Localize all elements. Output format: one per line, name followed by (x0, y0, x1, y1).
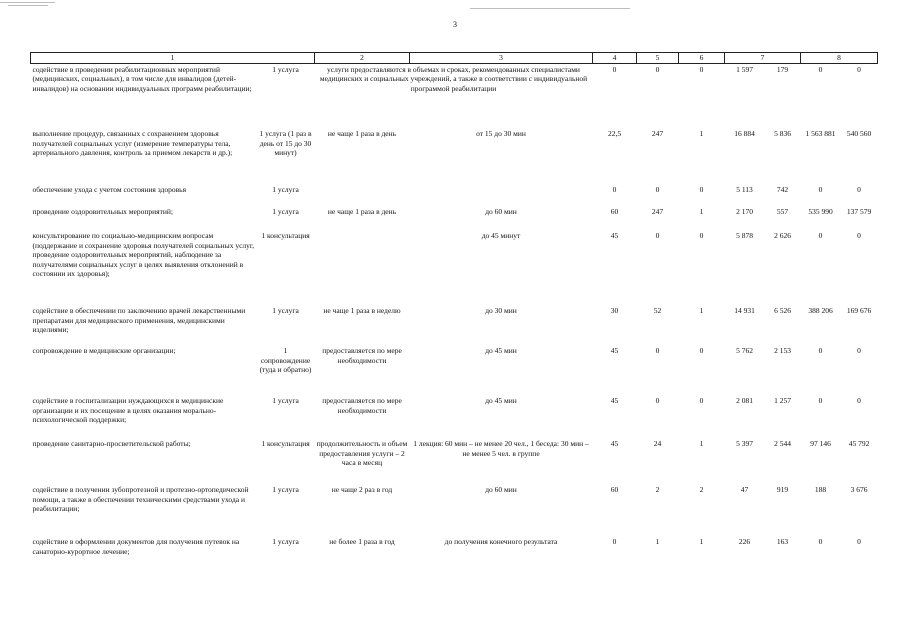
service-unit: 1 услуга (272, 396, 299, 405)
service-duration (410, 184, 593, 206)
table-row (31, 206, 878, 230)
service-frequency: не чаще 1 раза в неделю (323, 306, 401, 315)
col-header-4: 4 (593, 53, 637, 64)
service-duration: 1 лекция: 60 мин – не менее 20 чел., 1 беседа: 30 мин – не менее 5 чел. в группе (413, 439, 589, 458)
value-col6: 0 (699, 346, 704, 355)
service-name: проведение санитарно-просветительской работы; (32, 439, 191, 448)
service-name: содействие в обеспечении по заключению врачей лекарственными препаратами для медицинского применения, медицинскими изделиями; (32, 306, 246, 334)
value-col7a: 5 113 (736, 185, 753, 194)
table-row (31, 536, 878, 566)
scan-artifact-left (0, 2, 55, 3)
service-unit: 1 услуга (272, 485, 299, 494)
service-unit: 1 сопровождение (туда и обратно) (259, 346, 312, 374)
service-frequency (315, 184, 410, 206)
value-col8a: 97 146 (810, 439, 831, 448)
value-col7b: 6 526 (774, 306, 791, 315)
value-col7a: 2 170 (736, 207, 753, 216)
value-col7b: 557 (776, 207, 789, 216)
value-col8b: 0 (857, 537, 861, 546)
service-name: содействие в госпитализации нуждающихся в медицинские организации и их посещение в целях оказания морально-психологической поддержки; (32, 396, 224, 424)
service-frequency (315, 230, 410, 305)
value-col6: 1 (699, 537, 704, 546)
service-unit: 1 услуга (272, 306, 299, 315)
value-col5: 52 (653, 306, 662, 315)
service-frequency: продолжительность и объем предоставления услуги – 2 часа в месяц (316, 439, 408, 467)
service-duration: до получения конечного результата (444, 537, 558, 546)
value-col6: 0 (699, 185, 704, 194)
value-col5: 0 (655, 346, 660, 355)
value-col5: 0 (655, 64, 660, 74)
value-col5: 0 (655, 185, 660, 194)
service-unit: 1 услуга (272, 207, 299, 216)
service-unit: 1 услуга (272, 64, 299, 74)
value-col6: 2 (699, 485, 704, 494)
column-number-row (31, 53, 878, 64)
service-name: выполнение процедур, связанных с сохранением здоровья получателей социальных услуг (измерение температуры тела, артериального давления, контроль за приемом лекарств и др.); (32, 129, 233, 157)
value-col8a: 0 (818, 185, 823, 194)
value-col5: 1 (655, 537, 660, 546)
value-col7b: 2 544 (774, 439, 791, 448)
value-col4: 45 (610, 231, 619, 240)
value-col7b: 179 (776, 64, 789, 74)
col-header-8: 8 (801, 53, 878, 64)
value-col5: 0 (655, 231, 660, 240)
value-col7a: 5 397 (736, 439, 753, 448)
value-col8a: 0 (818, 396, 823, 405)
value-col4: 22,5 (607, 129, 622, 138)
service-duration: от 15 до 30 мин (476, 129, 526, 138)
value-col7b: 919 (776, 485, 789, 494)
service-frequency: предоставляется по мере необходимости (322, 346, 402, 365)
table-row (31, 484, 878, 536)
value-col7b: 742 (776, 185, 789, 194)
value-col7a: 14 931 (734, 306, 755, 315)
value-col4: 45 (610, 346, 619, 355)
services-table (30, 52, 878, 566)
col-header-7: 7 (725, 53, 801, 64)
value-col5: 247 (651, 207, 664, 216)
value-col7a: 226 (738, 537, 751, 546)
value-col4: 60 (610, 485, 619, 494)
value-col8b: 137 579 (846, 207, 872, 216)
value-col8a: 535 990 (808, 207, 833, 216)
service-frequency: не чаще 1 раза в день (327, 207, 397, 216)
value-col4: 45 (610, 396, 619, 405)
service-name: сопровождение в медицинские организации; (32, 346, 176, 355)
value-col6: 1 (699, 439, 704, 448)
scan-artifact-right (470, 8, 630, 9)
value-col8a: 1 563 881 (805, 129, 836, 138)
service-name: содействие в оформлении документов для получения путевок на санаторно-курортное лечение; (32, 537, 240, 556)
value-col8b: 169 676 (846, 306, 872, 315)
value-col4: 60 (610, 207, 619, 216)
service-unit: 1 услуга (1 раз в день от 15 до 30 минут) (259, 129, 312, 157)
value-col7a: 5 878 (736, 231, 753, 240)
service-name: обеспечение ухода с учетом состояния здоровья (32, 185, 187, 194)
value-col8b: 0 (857, 231, 861, 240)
col-header-5: 5 (637, 53, 679, 64)
value-col7a: 2 081 (736, 396, 753, 405)
service-name: консультирование по социально-медицинским вопросам (поддержание и сохранение здоровья получателей социальных услуг, проведение оздоровительных мероприятий, наблюдение за получателями социальных услуг в целях выявления отклонений в состоянии их здоровья); (32, 231, 255, 278)
service-unit: 1 консультация (261, 439, 310, 448)
value-col6: 0 (699, 396, 704, 405)
value-col5: 2 (655, 485, 660, 494)
scan-artifact-left-2 (8, 5, 48, 6)
value-col5: 24 (653, 439, 662, 448)
value-col8b: 0 (857, 396, 861, 405)
value-col7b: 5 836 (774, 129, 791, 138)
service-name: содействие в получении зубопротезной и протезно-ортопедической помощи, а также в обеспечении техническими средствами ухода и реабилитации; (32, 485, 249, 513)
service-frequency: услуги предоставляются в объемах и сроках, рекомендованных специалистами медицинских и социальных учреждений, а также в соответствии с индивидуальной программой реабилитации (319, 64, 588, 93)
value-col4: 0 (612, 185, 617, 194)
value-col7b: 2 153 (774, 346, 791, 355)
service-unit: 1 услуга (272, 537, 299, 546)
value-col4: 0 (612, 64, 617, 74)
service-duration: до 30 мин (485, 306, 517, 315)
value-col6: 1 (699, 129, 704, 138)
value-col7a: 1 597 (736, 64, 753, 74)
service-unit: 1 услуга (272, 185, 299, 194)
table-row (31, 230, 878, 305)
col-header-2: 2 (315, 53, 410, 64)
table-row (31, 395, 878, 438)
service-frequency: предоставляется по мере необходимости (322, 396, 402, 415)
value-col8b: 45 792 (848, 439, 870, 448)
page-number: 3 (453, 20, 457, 29)
value-col7a: 47 (740, 485, 749, 494)
table-row (31, 305, 878, 345)
value-col6: 1 (699, 306, 704, 315)
value-col5: 0 (655, 396, 660, 405)
col-header-3: 3 (410, 53, 593, 64)
table-row (31, 128, 878, 184)
value-col7b: 163 (776, 537, 789, 546)
table-row (31, 63, 878, 128)
value-col7a: 16 884 (734, 129, 755, 138)
service-duration: до 60 мин (485, 485, 517, 494)
value-col7a: 5 762 (736, 346, 753, 355)
value-col4: 0 (612, 537, 617, 546)
service-frequency: не чаще 1 раза в день (327, 129, 397, 138)
value-col8b: 0 (857, 64, 861, 74)
service-frequency: не более 1 раза в год (329, 537, 395, 546)
service-name: проведение оздоровительных мероприятий; (32, 207, 173, 216)
service-duration: до 45 мин (485, 346, 517, 355)
value-col8a: 0 (818, 346, 823, 355)
value-col8a: 388 206 (808, 306, 833, 315)
service-duration: до 45 минут (481, 231, 521, 240)
value-col8b: 3 676 (850, 485, 868, 494)
value-col6: 0 (699, 64, 704, 74)
col-header-1: 1 (31, 53, 315, 64)
value-col8a: 0 (818, 64, 823, 74)
service-frequency: не чаще 2 раз в год (331, 485, 393, 494)
value-col8b: 0 (857, 346, 861, 355)
value-col7b: 1 257 (774, 396, 791, 405)
value-col6: 0 (699, 231, 704, 240)
value-col8b: 0 (857, 185, 861, 194)
service-duration: до 45 мин (485, 396, 517, 405)
value-col8a: 0 (818, 537, 823, 546)
value-col6: 1 (699, 207, 704, 216)
table-row (31, 438, 878, 484)
value-col7b: 2 626 (774, 231, 791, 240)
value-col4: 45 (610, 439, 619, 448)
value-col5: 247 (651, 129, 664, 138)
col-header-6: 6 (679, 53, 725, 64)
value-col4: 30 (610, 306, 619, 315)
value-col8a: 0 (818, 231, 823, 240)
service-name: содействие в проведении реабилитационных мероприятий (медицинских, социальных), в том числе для инвалидов (детей-инвалидов) на основании индивидуальных программ реабилитации; (32, 64, 252, 93)
service-duration: до 60 мин (485, 207, 517, 216)
value-col8a: 188 (814, 485, 827, 494)
value-col8b: 540 560 (846, 129, 872, 138)
table-row (31, 184, 878, 206)
service-unit: 1 консультация (261, 231, 310, 240)
table-row (31, 345, 878, 395)
